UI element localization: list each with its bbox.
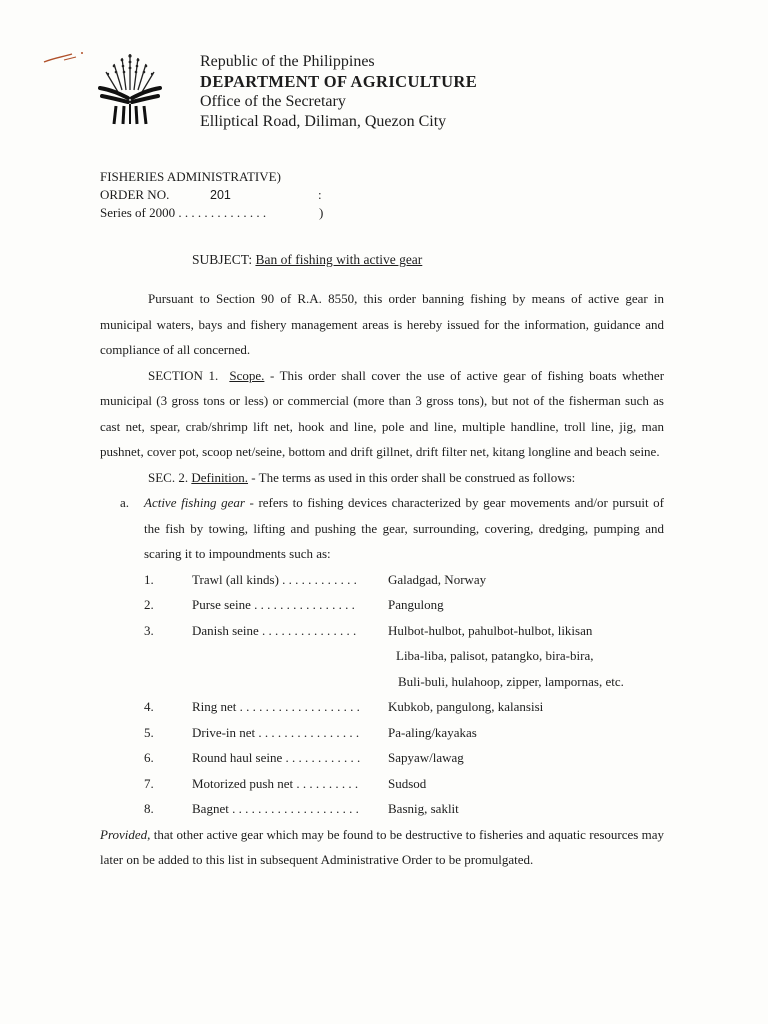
- item-a-term: Active fishing gear: [144, 495, 245, 510]
- gear-local-continuation: [100, 669, 664, 695]
- gear-local-continuation: [100, 643, 664, 669]
- order-number: 201: [210, 188, 231, 202]
- gear-name: Motorized push net . . . . . . . . . .: [192, 775, 359, 791]
- section-1-title: Scope.: [229, 367, 265, 383]
- gear-number: 3.: [144, 622, 154, 638]
- item-a-text: - refers to fishing devices characterized by gear movements and/or pursuit of the fish by towing, lifting and pushing the gear, surrounding, covering, dredging, pumping and scaring it to impoundments such as:: [144, 495, 664, 561]
- section-2-text: - The terms as used in this order shall be construed as follows:: [251, 469, 576, 485]
- section-2-paragraph: [100, 465, 664, 491]
- gear-name: Round haul seine . . . . . . . . . . . .: [192, 750, 361, 765]
- order-colon: :: [318, 187, 322, 202]
- document-body: [100, 286, 664, 873]
- gear-number: 6.: [144, 750, 154, 765]
- gear-name: Purse seine . . . . . . . . . . . . . . . .: [192, 597, 355, 612]
- list-item: [100, 745, 664, 771]
- intro-paragraph: Pursuant to Section 90 of R.A. 8550, this order banning fishing by means of active gear in municipal waters, bays and fishery management areas is hereby issued for the information, guidance and compliance of all concerned.: [100, 291, 664, 357]
- list-item: [100, 796, 664, 822]
- gear-local-name: Basnig, saklit: [388, 801, 459, 816]
- gear-number: 4.: [144, 699, 154, 714]
- order-block: [100, 168, 340, 222]
- department-name: DEPARTMENT OF AGRICULTURE: [200, 72, 478, 91]
- section-1-label: SECTION 1.: [148, 367, 219, 383]
- gear-local-name: Pa-aling/kayakas: [388, 724, 477, 740]
- gear-number: 5.: [144, 724, 154, 740]
- department-seal-icon: [96, 50, 164, 128]
- item-a-marker: a.: [120, 495, 130, 510]
- gear-number: 2.: [144, 597, 154, 612]
- gear-local-name: Sapyaw/lawag: [388, 750, 464, 765]
- list-item: [100, 592, 664, 618]
- gear-local-name: Galadgad, Norway: [388, 571, 487, 587]
- gear-number: 8.: [144, 801, 154, 816]
- order-row-2: [100, 186, 340, 204]
- gear-name: Trawl (all kinds) . . . . . . . . . . . .: [192, 571, 357, 587]
- office-line: Office of the Secretary: [200, 93, 346, 110]
- danish-seine-names-2: Liba-liba, palisot, patangko, bira-bira,: [396, 648, 594, 663]
- section-2-label: SEC. 2.: [148, 469, 189, 485]
- definition-item-a: [100, 490, 664, 567]
- section-2-title: Definition.: [191, 469, 249, 485]
- list-item: [100, 694, 664, 720]
- subject-title: Ban of fishing with active gear: [255, 252, 423, 267]
- gear-local-name: Hulbot-hulbot, pahulbot-hulbot, likisan: [388, 622, 593, 638]
- list-item: [100, 720, 664, 746]
- order-row-3: [100, 204, 340, 222]
- gear-name: Danish seine . . . . . . . . . . . . . . .: [192, 622, 357, 638]
- list-item: [100, 771, 664, 797]
- republic-line: Republic of the Philippines: [200, 53, 375, 70]
- gear-number: 7.: [144, 775, 154, 791]
- provided-term: Provided: [100, 826, 148, 842]
- provided-text: , that other active gear which may be found to be destructive to fisheries and aquatic resources may later on be added to this list in subsequent Administrative Order to be promulgated.: [100, 826, 664, 867]
- subject-label: SUBJECT:: [192, 252, 253, 267]
- section-1-paragraph: [100, 363, 664, 465]
- subject-line: [192, 252, 422, 268]
- gear-name: Bagnet . . . . . . . . . . . . . . . . . . . .: [192, 801, 359, 816]
- gear-name: Ring net . . . . . . . . . . . . . . . . . . .: [192, 699, 360, 714]
- gear-local-name: Sudsod: [388, 775, 427, 791]
- section-1-text: - This order shall cover the use of active gear of fishing boats whether municipal (3 gross tons or less) or commercial (more than 3 gross tons), but not of the fisherman such as cast net, spear, crab/shrimp lift net, hook and line, pole and line, multiple handline, troll line, jig, man pushnet, cover pot, scoop net/seine, bottom and drift gillnet, drift filter net, kitang longline and beach seine.: [100, 367, 665, 459]
- list-item: [100, 567, 664, 593]
- gear-local-name: Pangulong: [388, 597, 444, 612]
- order-title: FISHERIES ADMINISTRATIVE): [100, 169, 281, 184]
- order-close-paren: ): [319, 205, 324, 220]
- order-series: Series of 2000 . . . . . . . . . . . . . .: [100, 205, 267, 220]
- gear-name: Drive-in net . . . . . . . . . . . . . . . .: [192, 724, 360, 740]
- order-row-1: [100, 168, 340, 186]
- address-line: Elliptical Road, Diliman, Quezon City: [200, 113, 447, 130]
- list-item: [100, 618, 664, 644]
- gear-local-name: Kubkob, pangulong, kalansisi: [388, 699, 544, 714]
- pen-mark-icon: [42, 48, 90, 66]
- order-label: ORDER NO.: [100, 187, 170, 202]
- letterhead: [200, 52, 477, 132]
- gear-list: [100, 567, 664, 822]
- provided-paragraph: [100, 822, 664, 873]
- danish-seine-names-3: Buli-buli, hulahoop, zipper, lampornas, etc.: [398, 673, 624, 689]
- gear-number: 1.: [144, 571, 154, 587]
